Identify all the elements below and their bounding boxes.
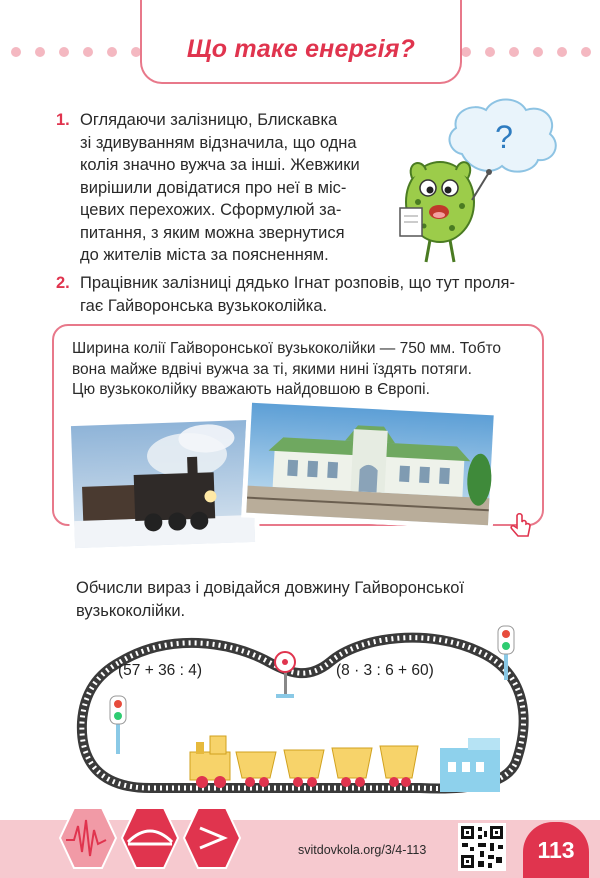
- info-line: Ширина колії Гайворонської вузькоколійки — 750 мм. Тобто: [72, 340, 501, 357]
- page-title: Що таке енергія?: [186, 35, 416, 63]
- task-1-line: цевих перехожих. Сформулюй за-: [80, 201, 342, 219]
- title-banner: [140, 0, 462, 84]
- creature-icon: [400, 162, 492, 262]
- task-1-line: колія значно вужча за інші. Жевжики: [80, 156, 360, 174]
- section-icons: [56, 804, 256, 874]
- steam-train-photo: [66, 415, 260, 554]
- calc-line: вузькоколійки.: [76, 602, 186, 620]
- sound-wave-icon: [60, 808, 116, 868]
- question-mark-icon: ?: [495, 119, 513, 155]
- task-1-line: зі здивуванням відзначила, що одна: [80, 133, 357, 152]
- task-2-text: [80, 272, 560, 317]
- info-line: вона майже вдвічі вужча за ті, якими нині їздять потяги.: [72, 360, 472, 378]
- task-1-text: [80, 109, 400, 267]
- qr-code-icon: [458, 823, 506, 871]
- info-line: Цю вузькоколійку вважають найдовшою в Європі.: [72, 381, 430, 398]
- compare-icon: [184, 808, 240, 868]
- task-2-line: гає Гайворонська вузькоколійка.: [80, 296, 328, 315]
- resource-link[interactable]: svitdovkola.org/3/4-113: [298, 843, 427, 857]
- page-number: 113: [523, 822, 589, 878]
- expression-left: (57 + 36 : 4): [118, 662, 203, 679]
- calc-line: Обчисли вираз і довідайся довжину Гайворонської: [76, 579, 465, 597]
- task-1-line: питання, з яким можна звернутися: [80, 223, 345, 242]
- character-illustration: [392, 92, 562, 274]
- calc-instruction: [76, 577, 546, 623]
- station-photo: [241, 397, 499, 530]
- station-building-icon: [440, 738, 500, 792]
- task-1-number: 1.: [56, 111, 70, 129]
- railway-loop-illustration: [60, 622, 560, 802]
- task-1-line: до жителів міста за поясненням.: [80, 246, 329, 264]
- expression-right: (8 · 3 : 6 + 60): [336, 662, 434, 679]
- task-2-number: 2.: [56, 274, 70, 292]
- task-1-line: вирішили довідатися про неї в міс-: [80, 178, 347, 197]
- pointing-hand-icon: [508, 512, 534, 540]
- bridge-icon: [122, 808, 178, 868]
- info-text: [72, 339, 532, 401]
- task-1-line: Оглядаючи залізницю, Блискавка: [80, 111, 338, 129]
- signal-post-left: [110, 696, 126, 754]
- task-2-line: Працівник залізниці дядько Ігнат розповів, що тут проля-: [80, 274, 515, 292]
- toy-train-icon: [190, 736, 418, 788]
